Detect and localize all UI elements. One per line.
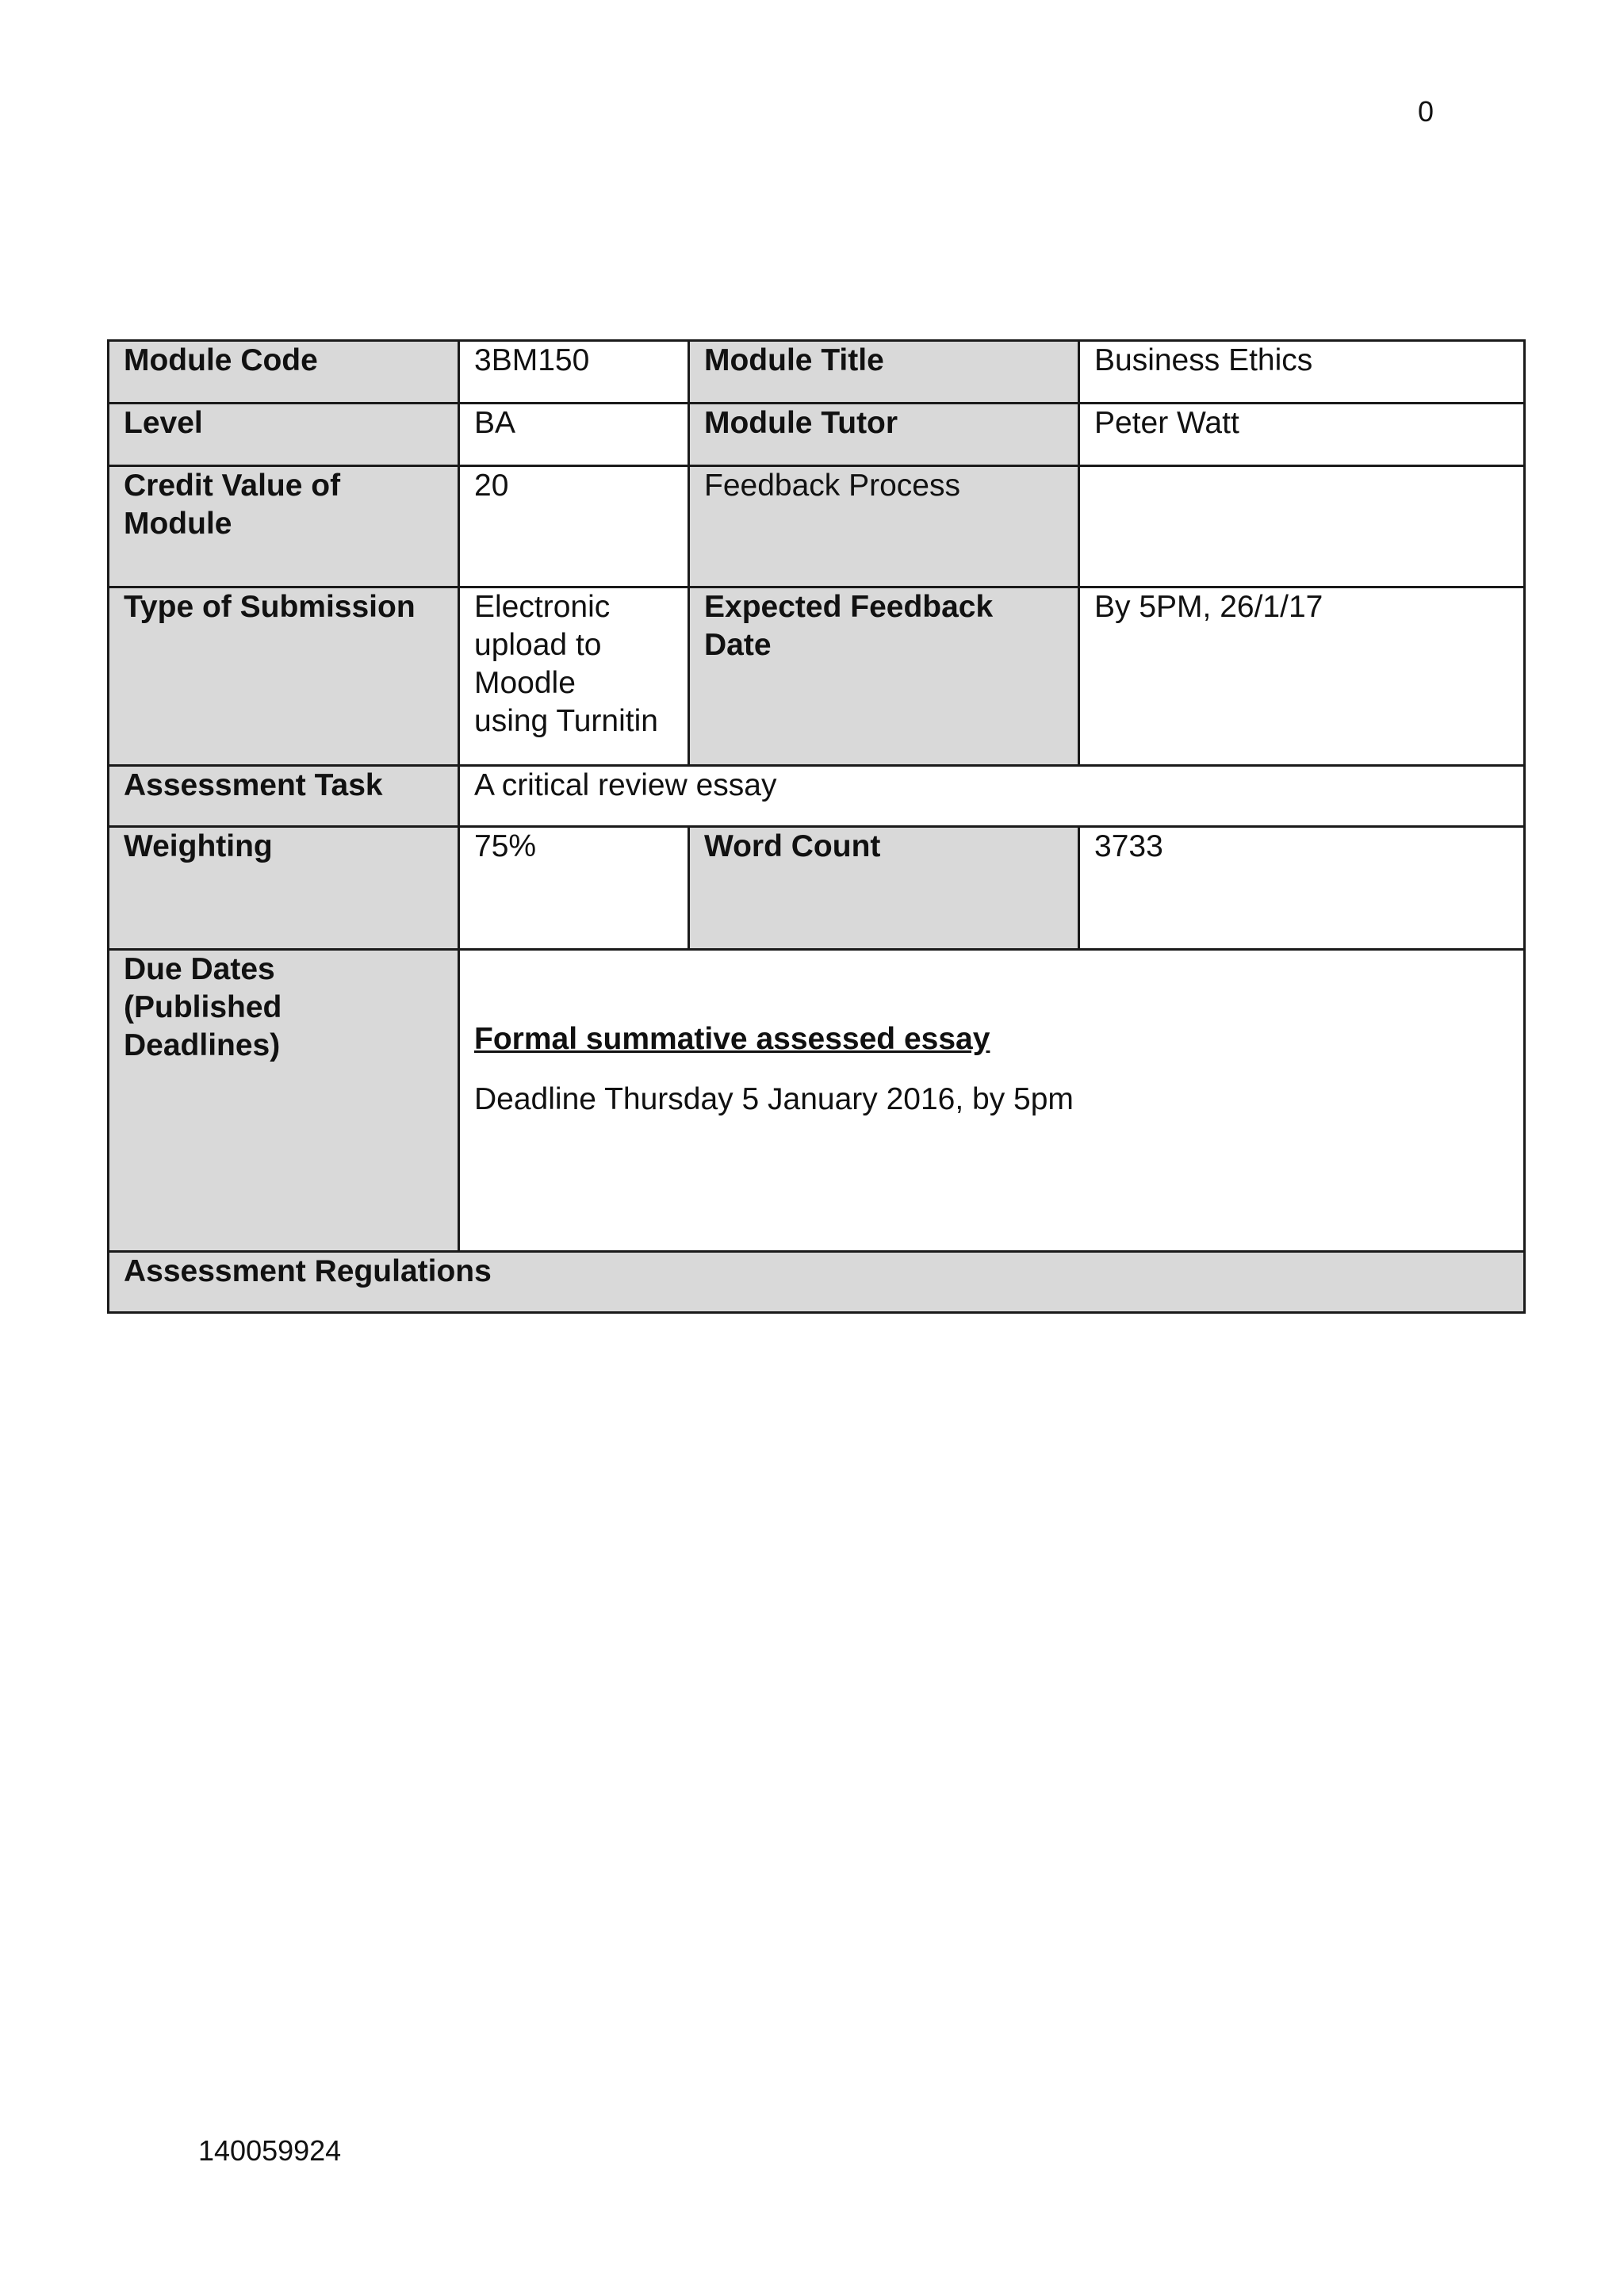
level-value: BA — [459, 404, 689, 466]
expected-feedback-label: Expected Feedback Date — [689, 587, 1079, 766]
expected-feedback-value: By 5PM, 26/1/17 — [1079, 587, 1525, 766]
due-dates-label-line-2: (Published Deadlines) — [124, 990, 282, 1062]
row-submission-type — [109, 587, 1525, 766]
row-assessment-regulations — [109, 1252, 1525, 1313]
module-tutor-value: Peter Watt — [1079, 404, 1525, 466]
assessment-cover-table — [107, 339, 1526, 1314]
row-level — [109, 404, 1525, 466]
module-code-value: 3BM150 — [459, 341, 689, 404]
row-due-dates — [109, 950, 1525, 1252]
feedback-process-label: Feedback Process — [689, 466, 1079, 587]
due-dates-heading: Formal summative assessed essay — [474, 1022, 990, 1056]
feedback-process-value — [1079, 466, 1525, 587]
due-dates-label — [109, 950, 459, 1252]
row-weighting — [109, 827, 1525, 950]
word-count-value: 3733 — [1079, 827, 1525, 950]
submission-line-4: using Turnitin — [474, 704, 658, 738]
credit-value-label — [109, 466, 459, 587]
row-assessment-task — [109, 766, 1525, 827]
submission-type-label: Type of Submission — [109, 587, 459, 766]
weighting-value: 75% — [459, 827, 689, 950]
module-title-label: Module Title — [689, 341, 1079, 404]
credit-value: 20 — [459, 466, 689, 587]
submission-type-value — [459, 587, 689, 766]
footer-student-id: 140059924 — [198, 2134, 342, 2167]
word-count-label: Word Count — [689, 827, 1079, 950]
assessment-regulations-label: Assessment Regulations — [109, 1252, 1525, 1313]
due-dates-label-line-1: Due Dates — [124, 952, 275, 986]
assessment-task-label: Assessment Task — [109, 766, 459, 827]
level-label: Level — [109, 404, 459, 466]
submission-line-2: upload to — [474, 628, 602, 662]
module-title-value: Business Ethics — [1079, 341, 1525, 404]
credit-label-line-2: Module — [124, 507, 232, 541]
submission-line-3: Moodle — [474, 666, 576, 700]
submission-line-1: Electronic — [474, 590, 611, 624]
module-tutor-label: Module Tutor — [689, 404, 1079, 466]
due-dates-value — [459, 950, 1525, 1252]
row-credit-value — [109, 466, 1525, 587]
due-dates-deadline: Deadline Thursday 5 January 2016, by 5pm — [474, 1082, 1074, 1116]
page-number: 0 — [1418, 95, 1434, 128]
credit-label-line-1: Credit Value of — [124, 469, 341, 503]
assessment-task-value: A critical review essay — [459, 766, 1525, 827]
row-module-code — [109, 341, 1525, 404]
weighting-label: Weighting — [109, 827, 459, 950]
module-code-label: Module Code — [109, 341, 459, 404]
